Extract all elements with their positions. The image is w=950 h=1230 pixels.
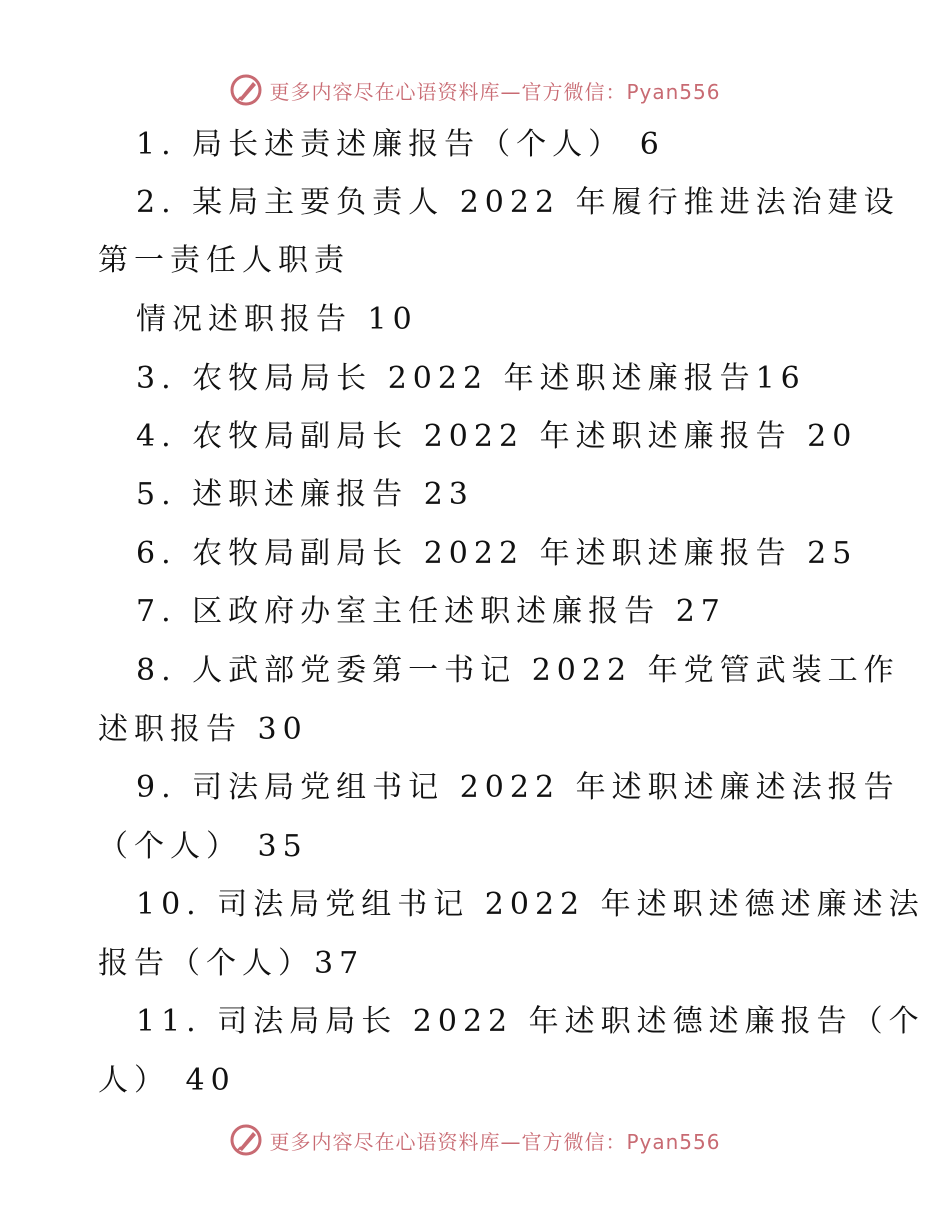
toc-entry-6[interactable]: 6. 农牧局副局长 2022 年述职述廉报告 25 [136,536,858,571]
toc-entry-2-cont[interactable]: 第一责任人职责 [98,243,350,278]
toc-entry-3[interactable]: 3. 农牧局局长 2022 年述职述廉报告16 [136,361,806,396]
toc-entry-9[interactable]: 9. 司法局党组书记 2022 年述职述廉述法报告 [136,770,900,805]
banner-text: 更多内容尽在心语资料库—官方微信：Pyan556 [269,79,721,104]
toc-entry-9-cont[interactable]: （个人） 35 [98,829,308,864]
header-banner [0,70,950,110]
toc-entry-11-cont[interactable]: 人） 40 [98,1063,236,1098]
toc-entry-4[interactable]: 4. 农牧局副局长 2022 年述职述廉报告 20 [136,419,858,454]
toc-entry-8[interactable]: 8. 人武部党委第一书记 2022 年党管武装工作 [136,653,900,688]
toc-entry-11[interactable]: 11. 司法局局长 2022 年述职述德述廉报告（个 [136,1004,925,1039]
toc-entry-8-cont[interactable]: 述职报告 30 [98,712,308,747]
quill-pen-logo-icon [229,73,263,107]
quill-pen-logo-icon [229,1123,263,1157]
toc-entry-1[interactable]: 1. 局长述责述廉报告（个人） 6 [136,127,665,162]
banner-text: 更多内容尽在心语资料库—官方微信：Pyan556 [269,1129,721,1154]
toc-entry-10-cont[interactable]: 报告（个人）37 [98,946,365,981]
toc-entry-10[interactable]: 10. 司法局党组书记 2022 年述职述德述廉述法 [136,887,925,922]
toc-entry-7[interactable]: 7. 区政府办室主任述职述廉报告 27 [136,594,726,629]
toc-entry-2[interactable]: 2. 某局主要负责人 2022 年履行推进法治建设 [136,185,900,220]
toc-entry-2-cont2[interactable]: 情况述职报告 10 [136,302,418,337]
footer-banner [0,1120,950,1160]
toc-entry-5[interactable]: 5. 述职述廉报告 23 [136,477,474,512]
